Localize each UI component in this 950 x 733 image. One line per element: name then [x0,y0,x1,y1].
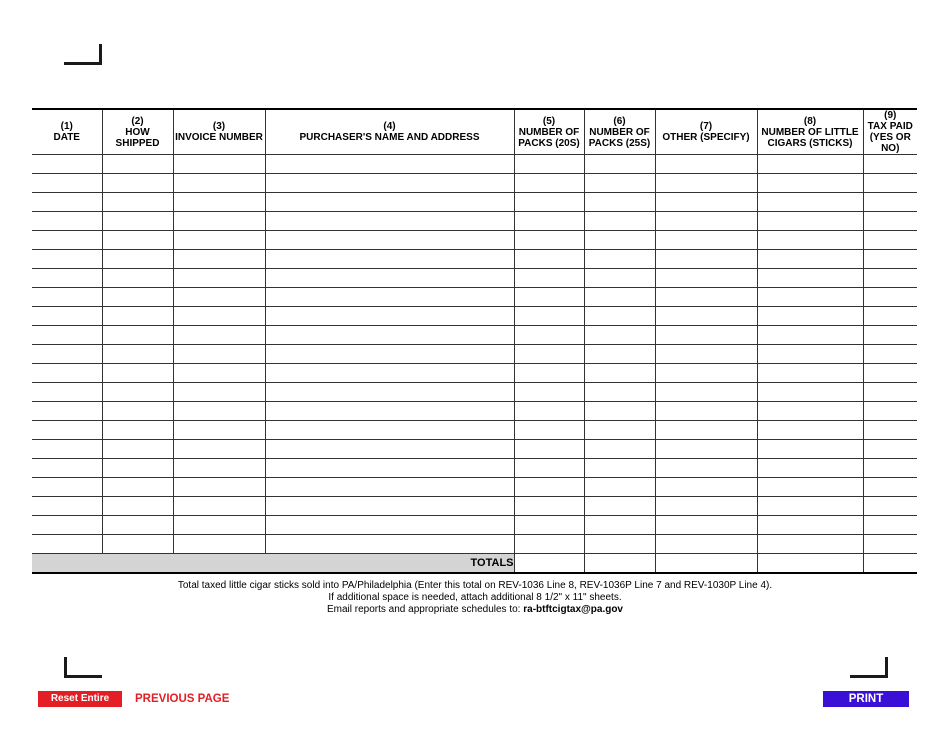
table-row [32,231,917,250]
input-cell[interactable] [584,459,655,478]
input-cell[interactable] [584,383,655,402]
column-header-how-shipped: (2) HOW SHIPPED [102,109,173,155]
input-cell[interactable] [265,212,514,231]
table-row [32,535,917,554]
input-cell[interactable] [757,193,863,212]
input-cell[interactable] [32,516,102,535]
table-row [32,440,917,459]
input-cell[interactable] [757,440,863,459]
input-cell[interactable] [655,345,757,364]
input-cell[interactable] [173,440,265,459]
input-cell[interactable] [584,193,655,212]
input-cell[interactable] [32,478,102,497]
input-cell[interactable] [32,440,102,459]
input-cell[interactable] [655,326,757,345]
input-cell[interactable] [173,383,265,402]
input-cell[interactable] [173,364,265,383]
table-row [32,402,917,421]
input-cell[interactable] [584,402,655,421]
input-cell[interactable] [32,402,102,421]
input-cell[interactable] [102,269,173,288]
input-cell[interactable] [514,231,584,250]
input-cell[interactable] [265,231,514,250]
table-row [32,421,917,440]
input-cell[interactable] [514,326,584,345]
input-cell[interactable] [655,478,757,497]
input-cell[interactable] [514,440,584,459]
input-cell[interactable] [32,269,102,288]
input-cell[interactable] [173,269,265,288]
input-cell[interactable] [584,478,655,497]
input-cell[interactable] [265,288,514,307]
previous-page-button[interactable]: PREVIOUS PAGE [135,693,230,705]
input-cell[interactable] [514,269,584,288]
input-cell[interactable] [655,440,757,459]
input-cell[interactable] [584,212,655,231]
input-cell[interactable] [173,345,265,364]
input-cell[interactable] [655,383,757,402]
input-cell[interactable] [514,288,584,307]
input-cell[interactable] [32,250,102,269]
input-cell[interactable] [173,174,265,193]
input-cell[interactable] [655,459,757,478]
column-header-tax-paid: (9) TAX PAID (YES OR NO) [863,109,917,155]
table-row [32,193,917,212]
input-cell[interactable] [173,459,265,478]
corner-crop-mark-bottom-right [850,657,888,678]
reset-form-button[interactable]: Reset Entire Form [38,691,122,707]
input-cell[interactable] [863,516,917,535]
column-header-packs-25s: (6) NUMBER OF PACKS (25S) [584,109,655,155]
total-cell[interactable] [655,554,757,574]
input-cell[interactable] [584,440,655,459]
table-row [32,478,917,497]
input-cell[interactable] [32,345,102,364]
input-cell[interactable] [32,174,102,193]
input-cell[interactable] [584,345,655,364]
input-cell[interactable] [102,478,173,497]
input-cell[interactable] [863,383,917,402]
input-cell[interactable] [102,345,173,364]
input-cell[interactable] [584,231,655,250]
input-cell[interactable] [173,250,265,269]
input-cell[interactable] [514,478,584,497]
input-cell[interactable] [757,497,863,516]
table-row [32,497,917,516]
input-cell[interactable] [32,231,102,250]
input-cell[interactable] [514,459,584,478]
input-cell[interactable] [655,231,757,250]
input-cell[interactable] [173,402,265,421]
input-cell[interactable] [265,250,514,269]
input-cell[interactable] [173,326,265,345]
email-prefix: Email reports and appropriate schedules to: [327,604,524,615]
input-cell[interactable] [32,383,102,402]
input-cell[interactable] [265,269,514,288]
input-cell[interactable] [265,497,514,516]
input-cell[interactable] [514,250,584,269]
input-cell[interactable] [757,345,863,364]
email-address[interactable]: ra-btftcigtax@pa.gov [523,604,623,615]
input-cell[interactable] [173,535,265,554]
input-cell[interactable] [863,288,917,307]
total-cell[interactable] [757,554,863,574]
input-cell[interactable] [863,459,917,478]
input-cell[interactable] [265,516,514,535]
input-cell[interactable] [655,497,757,516]
form-instructions [0,580,950,616]
input-cell[interactable] [757,478,863,497]
input-cell[interactable] [584,364,655,383]
input-cell[interactable] [265,174,514,193]
cigar-sales-table [32,108,917,574]
input-cell[interactable] [863,212,917,231]
input-cell[interactable] [265,383,514,402]
input-cell[interactable] [265,307,514,326]
input-cell[interactable] [757,250,863,269]
input-cell[interactable] [32,155,102,174]
input-cell[interactable] [863,535,917,554]
input-cell[interactable] [102,250,173,269]
input-cell[interactable] [584,288,655,307]
input-cell[interactable] [863,440,917,459]
input-cell[interactable] [584,326,655,345]
input-cell[interactable] [757,383,863,402]
input-cell[interactable] [757,269,863,288]
input-cell[interactable] [584,535,655,554]
input-cell[interactable] [102,307,173,326]
input-cell[interactable] [655,421,757,440]
table-row [32,459,917,478]
input-cell[interactable] [102,383,173,402]
input-cell[interactable] [584,269,655,288]
input-cell[interactable] [863,193,917,212]
input-cell[interactable] [32,193,102,212]
input-cell[interactable] [102,497,173,516]
input-cell[interactable] [757,174,863,193]
input-cell[interactable] [757,535,863,554]
input-cell[interactable] [102,516,173,535]
table-row [32,155,917,174]
input-cell[interactable] [514,174,584,193]
input-cell[interactable] [32,326,102,345]
input-cell[interactable] [655,269,757,288]
instruction-line-3 [0,604,950,616]
input-cell[interactable] [265,402,514,421]
input-cell[interactable] [265,535,514,554]
input-cell[interactable] [655,288,757,307]
input-cell[interactable] [265,421,514,440]
input-cell[interactable] [102,402,173,421]
input-cell[interactable] [655,155,757,174]
input-cell[interactable] [173,288,265,307]
input-cell[interactable] [514,307,584,326]
input-cell[interactable] [863,231,917,250]
input-cell[interactable] [514,535,584,554]
input-cell[interactable] [655,535,757,554]
input-cell[interactable] [265,440,514,459]
input-cell[interactable] [584,497,655,516]
input-cell[interactable] [757,307,863,326]
input-cell[interactable] [514,364,584,383]
input-cell[interactable] [102,155,173,174]
input-cell[interactable] [655,174,757,193]
table-row [32,364,917,383]
instruction-line-2: If additional space is needed, attach additional 8 1/2" x 11" sheets. [328,592,622,603]
total-cell[interactable] [514,554,584,574]
input-cell[interactable] [584,307,655,326]
input-cell[interactable] [863,421,917,440]
input-cell[interactable] [102,231,173,250]
input-cell[interactable] [514,421,584,440]
input-cell[interactable] [514,497,584,516]
input-cell[interactable] [102,459,173,478]
table-row [32,174,917,193]
input-cell[interactable] [102,174,173,193]
table-row [32,307,917,326]
table-row [32,383,917,402]
corner-crop-mark-top [64,44,102,65]
input-cell[interactable] [757,402,863,421]
table-row [32,326,917,345]
input-cell[interactable] [863,345,917,364]
input-cell[interactable] [863,155,917,174]
column-header-packs-20s: (5) NUMBER OF PACKS (20S) [514,109,584,155]
input-cell[interactable] [32,497,102,516]
input-cell[interactable] [757,459,863,478]
input-cell[interactable] [173,478,265,497]
column-header-little-cigars: (8) NUMBER OF LITTLE CIGARS (STICKS) [757,109,863,155]
input-cell[interactable] [584,174,655,193]
input-cell[interactable] [863,307,917,326]
input-cell[interactable] [102,212,173,231]
input-cell[interactable] [655,193,757,212]
input-cell[interactable] [514,155,584,174]
input-cell[interactable] [757,212,863,231]
input-cell[interactable] [514,345,584,364]
input-cell[interactable] [514,402,584,421]
table-row [32,269,917,288]
input-cell[interactable] [32,535,102,554]
input-cell[interactable] [265,155,514,174]
input-cell[interactable] [863,250,917,269]
input-cell[interactable] [102,364,173,383]
input-cell[interactable] [863,402,917,421]
input-cell[interactable] [265,478,514,497]
input-cell[interactable] [757,516,863,535]
input-cell[interactable] [265,326,514,345]
input-cell[interactable] [265,364,514,383]
input-cell[interactable] [173,231,265,250]
input-cell[interactable] [863,364,917,383]
column-header-other: (7) OTHER (SPECIFY) [655,109,757,155]
instruction-line-1: Total taxed little cigar sticks sold into PA/Philadelphia (Enter this total on REV-1036 Line 8, REV-1036P Line 7 and REV-1030P Line 4). [177,580,773,591]
input-cell[interactable] [655,250,757,269]
input-cell[interactable] [655,364,757,383]
input-cell[interactable] [584,516,655,535]
total-cell[interactable] [584,554,655,574]
column-header-purchaser: (4) PURCHASER'S NAME AND ADDRESS [265,109,514,155]
table-row [32,288,917,307]
input-cell[interactable] [32,364,102,383]
input-cell[interactable] [173,421,265,440]
input-cell[interactable] [757,155,863,174]
input-cell[interactable] [173,193,265,212]
input-cell[interactable] [757,364,863,383]
totals-label: TOTALS [32,554,514,574]
input-cell[interactable] [584,421,655,440]
input-cell[interactable] [757,231,863,250]
input-cell[interactable] [584,155,655,174]
input-cell[interactable] [514,193,584,212]
input-cell[interactable] [102,421,173,440]
input-cell[interactable] [863,478,917,497]
input-cell[interactable] [265,345,514,364]
input-cell[interactable] [514,383,584,402]
input-cell[interactable] [655,516,757,535]
input-cell[interactable] [265,193,514,212]
input-cell[interactable] [655,307,757,326]
input-cell[interactable] [32,288,102,307]
input-cell[interactable] [173,155,265,174]
totals-row [32,554,917,574]
corner-crop-mark-bottom-left [64,657,102,678]
input-cell[interactable] [514,212,584,231]
table-row [32,212,917,231]
input-cell[interactable] [863,326,917,345]
table-row [32,516,917,535]
input-cell[interactable] [863,269,917,288]
input-cell[interactable] [265,459,514,478]
input-cell[interactable] [32,421,102,440]
input-cell[interactable] [757,326,863,345]
input-cell[interactable] [32,307,102,326]
table-row [32,345,917,364]
input-cell[interactable] [584,250,655,269]
input-cell[interactable] [173,212,265,231]
input-cell[interactable] [32,212,102,231]
input-cell[interactable] [757,288,863,307]
input-cell[interactable] [102,535,173,554]
input-cell[interactable] [173,307,265,326]
total-cell[interactable] [863,554,917,574]
input-cell[interactable] [757,421,863,440]
input-cell[interactable] [173,516,265,535]
input-cell[interactable] [863,174,917,193]
input-cell[interactable] [102,440,173,459]
input-cell[interactable] [655,212,757,231]
input-cell[interactable] [514,516,584,535]
input-cell[interactable] [32,459,102,478]
input-cell[interactable] [102,288,173,307]
input-cell[interactable] [102,326,173,345]
input-cell[interactable] [655,402,757,421]
table-row [32,250,917,269]
column-header-invoice-number: (3) INVOICE NUMBER [173,109,265,155]
input-cell[interactable] [863,497,917,516]
input-cell[interactable] [173,497,265,516]
column-header-date: (1) DATE [32,109,102,155]
print-button[interactable]: PRINT [823,691,909,707]
input-cell[interactable] [102,193,173,212]
